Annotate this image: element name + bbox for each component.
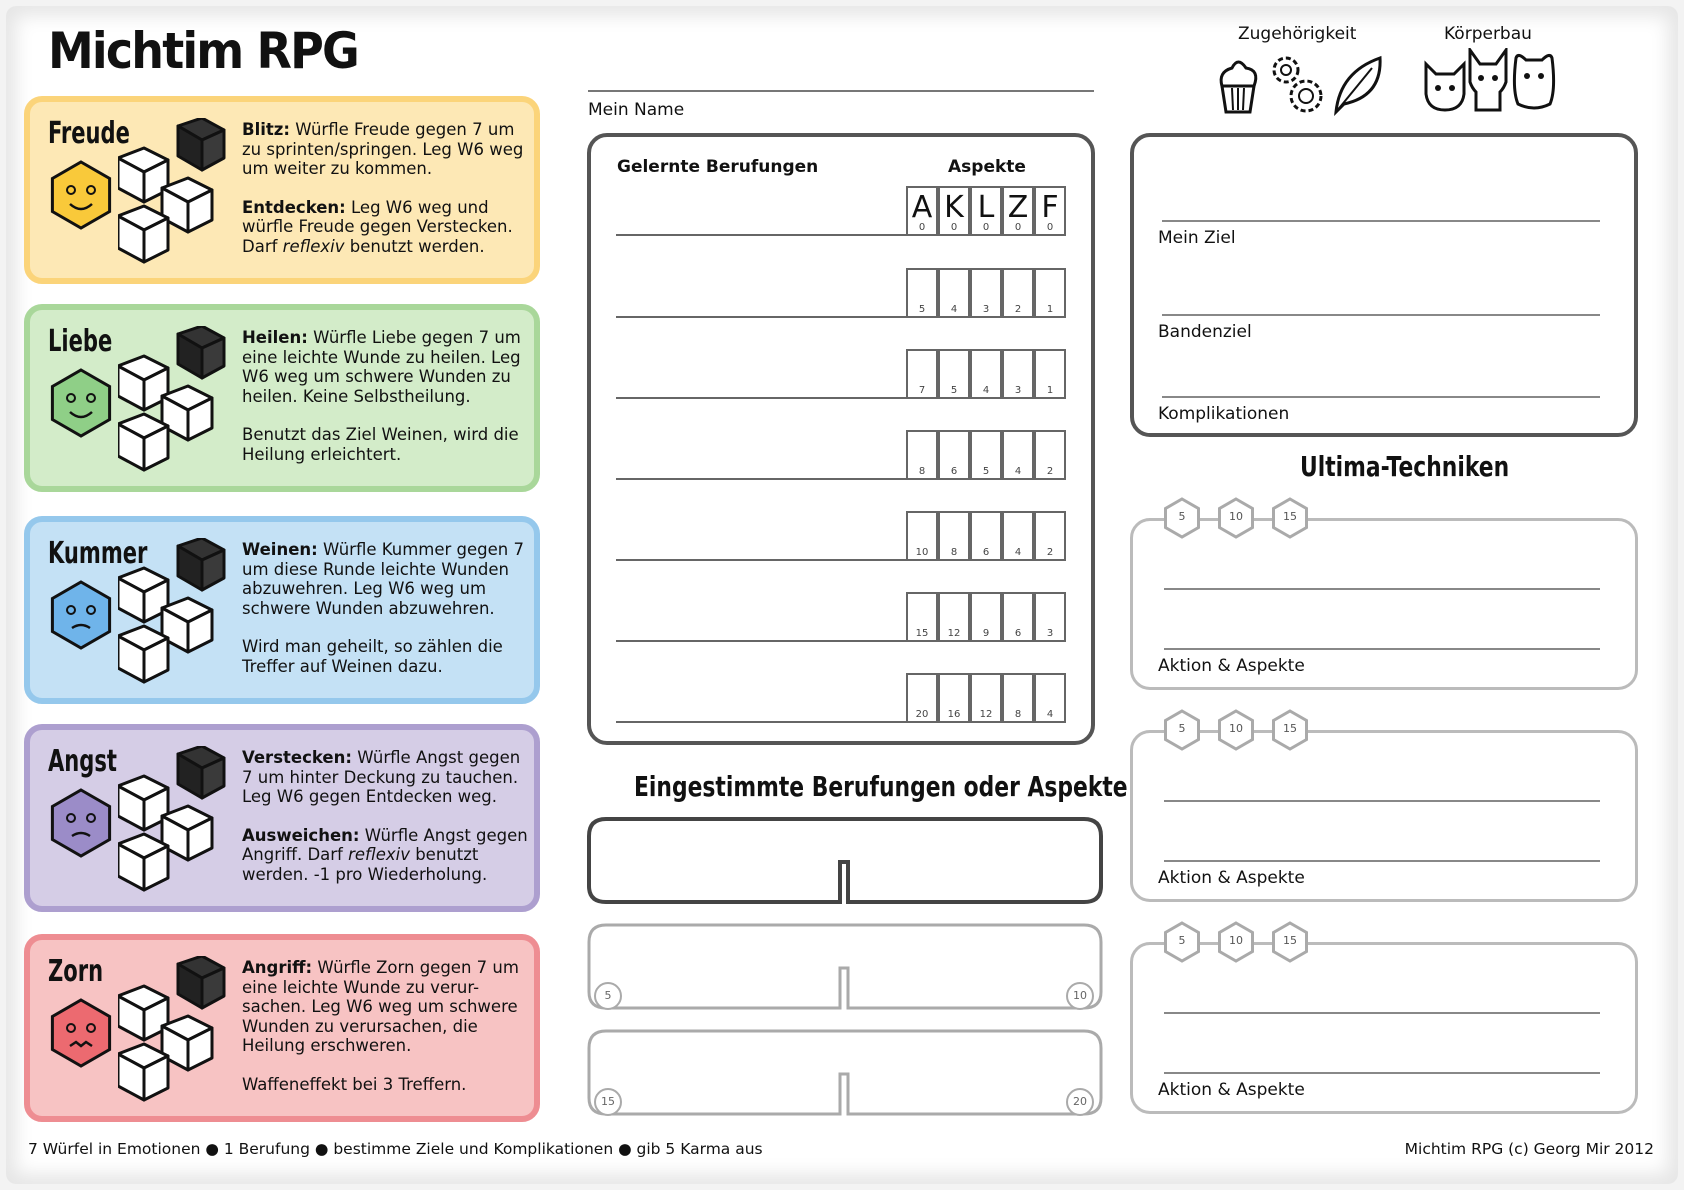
berufung-line[interactable] <box>616 234 908 236</box>
aspect-box[interactable] <box>1002 430 1034 480</box>
ultima-name-line[interactable] <box>1164 800 1600 802</box>
aspect-cost: 5 <box>982 466 990 477</box>
leaf-icon[interactable] <box>1330 52 1386 116</box>
berufung-line[interactable] <box>616 478 908 480</box>
ultima-cost-label: 5 <box>1178 722 1186 735</box>
emotion-name: Zorn <box>48 954 104 989</box>
berufung-line[interactable] <box>616 559 908 561</box>
scared-face <box>46 786 116 860</box>
name-line[interactable] <box>588 90 1094 92</box>
aspect-cost: 4 <box>1046 709 1054 720</box>
rule-text: Wird man geheilt, so zählen die Treffer auf Weinen dazu. <box>242 637 503 676</box>
aspect-cost: 12 <box>947 628 961 639</box>
cupcake-icon[interactable] <box>1214 56 1262 116</box>
rule-emphasis: reflexiv <box>348 845 410 864</box>
koerperbau-label: Körperbau <box>1444 24 1532 44</box>
rule-text: Waffeneffekt bei 3 Treffern. <box>242 1074 467 1094</box>
aspect-box[interactable] <box>970 430 1002 480</box>
ultima-name-line[interactable] <box>1164 588 1600 590</box>
aspect-box[interactable] <box>970 511 1002 561</box>
aspect-cost: 1 <box>1046 385 1054 396</box>
aspect-box[interactable] <box>938 511 970 561</box>
aspect-cost: 7 <box>918 385 926 396</box>
emotion-name: Kummer <box>48 536 148 571</box>
rule-text: Würfle Kummer gegen 7 um diese Runde leichte Wunden abzuwehren. Leg W6 weg um schwere Wunden abzuwehren. <box>242 540 524 618</box>
aspect-letter: K <box>944 190 964 225</box>
emotion-rules <box>242 328 532 483</box>
rule-text: benutzt werden. -1 pro Wiederholung. <box>242 845 488 884</box>
aspect-box[interactable] <box>1002 673 1034 723</box>
aspect-box[interactable] <box>970 349 1002 399</box>
ultima-cost-label: 10 <box>1229 934 1243 947</box>
aspect-box[interactable] <box>1034 673 1066 723</box>
dice-stack <box>118 956 228 1106</box>
ultima-cost-label: 15 <box>1283 934 1297 947</box>
emotion-card-liebe <box>24 304 540 492</box>
aspect-cost: 0 <box>1046 222 1054 233</box>
aspect-cost: 0 <box>950 222 958 233</box>
emotion-rules <box>242 748 532 903</box>
aspect-box[interactable] <box>906 268 938 318</box>
bandenziel-line[interactable] <box>1162 314 1600 316</box>
aspect-cost: 4 <box>1014 547 1022 558</box>
karma-cost-right: 20 <box>1066 1088 1094 1116</box>
aspect-cost: 3 <box>1046 628 1054 639</box>
aspect-cost: 12 <box>979 709 993 720</box>
rule-title: Blitz: <box>242 120 290 139</box>
aspect-box[interactable] <box>1002 268 1034 318</box>
aspect-cost: 3 <box>982 304 990 315</box>
aspect-box[interactable] <box>1002 511 1034 561</box>
ultima-cost-label: 5 <box>1178 510 1186 523</box>
emotion-card-kummer <box>24 516 540 704</box>
ultima-cost-label: 10 <box>1229 722 1243 735</box>
aspect-box[interactable] <box>1002 186 1034 236</box>
emotion-rules <box>242 120 532 275</box>
aspect-cost: 6 <box>1014 628 1022 639</box>
dice-stack <box>118 746 228 896</box>
berufung-line[interactable] <box>616 316 908 318</box>
rule-text: benutzt werden. <box>344 236 485 256</box>
goals-panel <box>1130 133 1638 437</box>
karma-cost-left: 5 <box>594 982 622 1010</box>
aspect-cost: 9 <box>982 628 990 639</box>
aspect-box[interactable] <box>1034 511 1066 561</box>
ultima-cost-label: 5 <box>1178 934 1186 947</box>
aspect-cost: 0 <box>982 222 990 233</box>
rule-title: Entdecken: <box>242 197 346 217</box>
aspect-cost: 4 <box>982 385 990 396</box>
aspect-cost: 2 <box>1046 547 1054 558</box>
berufung-line[interactable] <box>616 640 908 642</box>
aspect-cost: 2 <box>1014 304 1022 315</box>
rule-text: Würfle Angst gegen Angriff. Darf <box>242 825 528 864</box>
aspect-cost: 2 <box>1046 466 1054 477</box>
aspect-box[interactable] <box>970 673 1002 723</box>
footer-rules: 7 Würfel in Emotionen ● 1 Berufung ● bestimme Ziele und Komplikationen ● gib 5 Karma aus <box>28 1140 763 1158</box>
ultima-aktion-line[interactable] <box>1164 648 1600 650</box>
rule-emphasis: reflexiv <box>282 236 345 256</box>
zugehoerigkeit-label: Zugehörigkeit <box>1238 24 1357 44</box>
aspect-box[interactable] <box>938 673 970 723</box>
berufung-line[interactable] <box>616 721 908 723</box>
aspect-cost: 5 <box>918 304 926 315</box>
aspect-cost: 0 <box>1014 222 1022 233</box>
name-label: Mein Name <box>588 100 685 120</box>
aspect-cost: 8 <box>918 466 926 477</box>
dice-stack <box>118 118 228 268</box>
ultima-cost-label: 15 <box>1283 510 1297 523</box>
aktion-aspekte-label: Aktion & Aspekte <box>1158 868 1305 888</box>
aspect-box[interactable] <box>938 430 970 480</box>
aspect-box[interactable] <box>938 349 970 399</box>
loving-face <box>46 366 116 440</box>
eingestimmt-slot[interactable] <box>586 1028 1104 1122</box>
fox-head-icon[interactable] <box>1466 48 1510 114</box>
mein-ziel-label: Mein Ziel <box>1158 228 1236 248</box>
emotion-card-angst <box>24 724 540 912</box>
ultima-cost-label: 10 <box>1229 510 1243 523</box>
aspect-box[interactable] <box>970 592 1002 642</box>
aspect-box[interactable] <box>906 511 938 561</box>
aspect-box[interactable] <box>1034 268 1066 318</box>
aspect-letter: Z <box>1007 190 1029 225</box>
rule-text: Benutzt das Ziel Weinen, wird die Heilung erleichtert. <box>242 425 519 464</box>
ultima-aktion-line[interactable] <box>1164 1072 1600 1074</box>
aspect-box[interactable] <box>970 186 1002 236</box>
rule-text: Würfle Liebe gegen 7 um eine leichte Wunde zu heilen. Leg W6 weg um schwere Wunden zu heilen. Keine Selbstheilung. <box>242 328 521 406</box>
aspect-box[interactable] <box>1002 592 1034 642</box>
page-title: Michtim RPG <box>48 22 358 80</box>
rule-title: Verstecken: <box>242 748 352 767</box>
angry-face <box>46 996 116 1070</box>
berufung-line[interactable] <box>616 397 908 399</box>
aspect-cost: 16 <box>947 709 961 720</box>
rule-title: Heilen: <box>242 328 308 347</box>
ultima-heading: Ultima-Techniken <box>1300 450 1510 483</box>
aspect-cost: 6 <box>950 466 958 477</box>
aspect-cost: 15 <box>915 628 929 639</box>
footer-copyright: Michtim RPG (c) Georg Mir 2012 <box>1404 1140 1654 1158</box>
rule-text: Leg W6 weg und würfle Freude gegen Verstecken. Darf <box>242 197 513 256</box>
aspect-box[interactable] <box>906 430 938 480</box>
aspect-box[interactable] <box>906 592 938 642</box>
sad-face <box>46 578 116 652</box>
rule-text: Würfle Angst gegen 7 um hinter Deckung zu tauchen. Leg W6 gegen Entdecken weg. <box>242 748 521 806</box>
ultima-name-line[interactable] <box>1164 1012 1600 1014</box>
emotion-card-zorn <box>24 934 540 1122</box>
aspect-cost: 6 <box>982 547 990 558</box>
rule-title: Angriff: <box>242 958 313 977</box>
berufungen-heading: Gelernte Berufungen <box>617 157 819 177</box>
aspect-letter: A <box>911 190 933 225</box>
rule-text: Würfle Zorn gegen 7 um eine leichte Wunde zu verur-sachen. Leg W6 weg um schwere Wunden zu verursachen, die Heilung erschweren. <box>242 958 519 1055</box>
aspekte-heading: Aspekte <box>948 157 1026 177</box>
dice-stack <box>118 326 228 476</box>
karma-cost-right: 10 <box>1066 982 1094 1010</box>
aspect-cost: 0 <box>918 222 926 233</box>
aktion-aspekte-label: Aktion & Aspekte <box>1158 1080 1305 1100</box>
aspect-box[interactable] <box>938 186 970 236</box>
gears-icon[interactable] <box>1266 52 1330 118</box>
komplikationen-line[interactable] <box>1162 396 1600 398</box>
aspect-cost: 5 <box>950 385 958 396</box>
aspect-letter: L <box>977 190 995 225</box>
aspect-cost: 10 <box>915 547 929 558</box>
aspect-box[interactable] <box>938 268 970 318</box>
eingestimmt-slot[interactable] <box>586 922 1104 1016</box>
emotion-rules <box>242 958 532 1113</box>
aspect-box[interactable] <box>1034 186 1066 236</box>
mein-ziel-line[interactable] <box>1162 220 1600 222</box>
aspect-cost: 1 <box>1046 304 1054 315</box>
komplikationen-label: Komplikationen <box>1158 404 1290 424</box>
aspect-box[interactable] <box>906 673 938 723</box>
aspect-box[interactable] <box>906 186 938 236</box>
happy-face <box>46 158 116 232</box>
emotion-rules <box>242 540 532 695</box>
hamster-head-icon[interactable] <box>1510 50 1558 112</box>
aspect-box[interactable] <box>938 592 970 642</box>
eingestimmt-slot[interactable] <box>586 816 1104 910</box>
rule-title: Ausweichen: <box>242 825 360 845</box>
aspect-box[interactable] <box>1002 349 1034 399</box>
aspect-cost: 4 <box>950 304 958 315</box>
aspect-box[interactable] <box>1034 430 1066 480</box>
aspect-letter: F <box>1041 190 1059 225</box>
aspect-cost: 8 <box>950 547 958 558</box>
karma-cost-left: 15 <box>594 1088 622 1116</box>
ultima-cost-label: 15 <box>1283 722 1297 735</box>
aspect-box[interactable] <box>970 268 1002 318</box>
rule-text: Würfle Freude gegen 7 um zu sprinten/springen. Leg W6 weg um weiter zu kommen. <box>242 120 524 178</box>
ultima-aktion-line[interactable] <box>1164 860 1600 862</box>
aktion-aspekte-label: Aktion & Aspekte <box>1158 656 1305 676</box>
aspect-cost: 20 <box>915 709 929 720</box>
emotion-name: Freude <box>48 116 130 151</box>
bandenziel-label: Bandenziel <box>1158 322 1252 342</box>
emotion-name: Liebe <box>48 324 113 359</box>
rule-title: Weinen: <box>242 540 318 559</box>
aspect-cost: 8 <box>1014 709 1022 720</box>
emotion-card-freude <box>24 96 540 284</box>
eingestimmte-heading: Eingestimmte Berufungen oder Aspekte <box>634 770 1128 803</box>
aspect-cost: 3 <box>1014 385 1022 396</box>
aspect-box[interactable] <box>1034 592 1066 642</box>
emotion-name: Angst <box>48 744 117 779</box>
dice-stack <box>118 538 228 688</box>
aspect-box[interactable] <box>906 349 938 399</box>
aspect-cost: 4 <box>1014 466 1022 477</box>
aspect-box[interactable] <box>1034 349 1066 399</box>
cat-head-icon[interactable] <box>1422 60 1468 112</box>
